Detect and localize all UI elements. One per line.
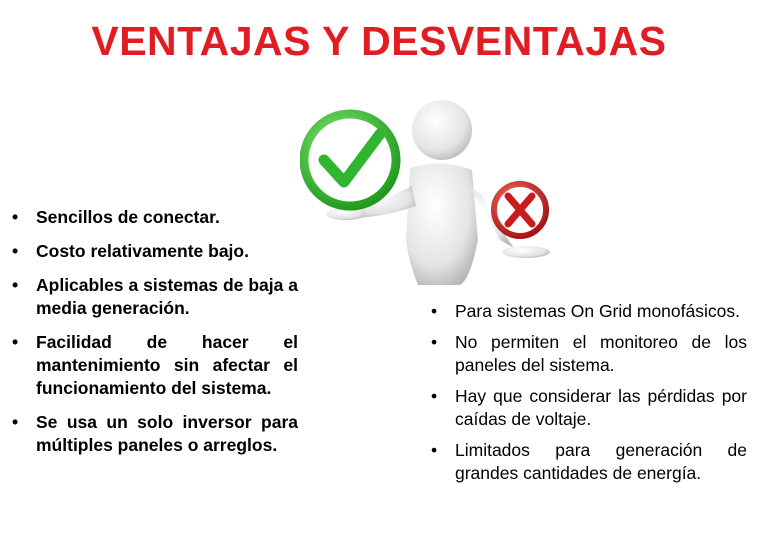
list-item: • Aplicables a sistemas de baja a media generación. [6, 274, 298, 320]
x-mark-icon [494, 184, 546, 236]
list-item: • Costo relativamente bajo. [6, 240, 298, 263]
list-item: • Limitados para generación de grandes cantidades de energía. [425, 439, 747, 485]
person-figure [326, 100, 550, 285]
list-item: • Para sistemas On Grid monofásicos. [425, 300, 747, 323]
ventajas-list [6, 206, 298, 468]
list-item: • Hay que considerar las pérdidas por caídas de voltaje. [425, 385, 747, 431]
list-item: • No permiten el monitoreo de los paneles del sistema. [425, 331, 747, 377]
list-item: • Se usa un solo inversor para múltiples paneles o arreglos. [6, 411, 298, 457]
desventajas-list [425, 300, 747, 493]
list-item: • Sencillos de conectar. [6, 206, 298, 229]
list-item: • Facilidad de hacer el mantenimiento sin afectar el funcionamiento del sistema. [6, 331, 298, 400]
figure-illustration [300, 90, 565, 285]
page-title: VENTAJAS Y DESVENTAJAS [91, 18, 667, 64]
check-mark-icon [304, 114, 396, 206]
